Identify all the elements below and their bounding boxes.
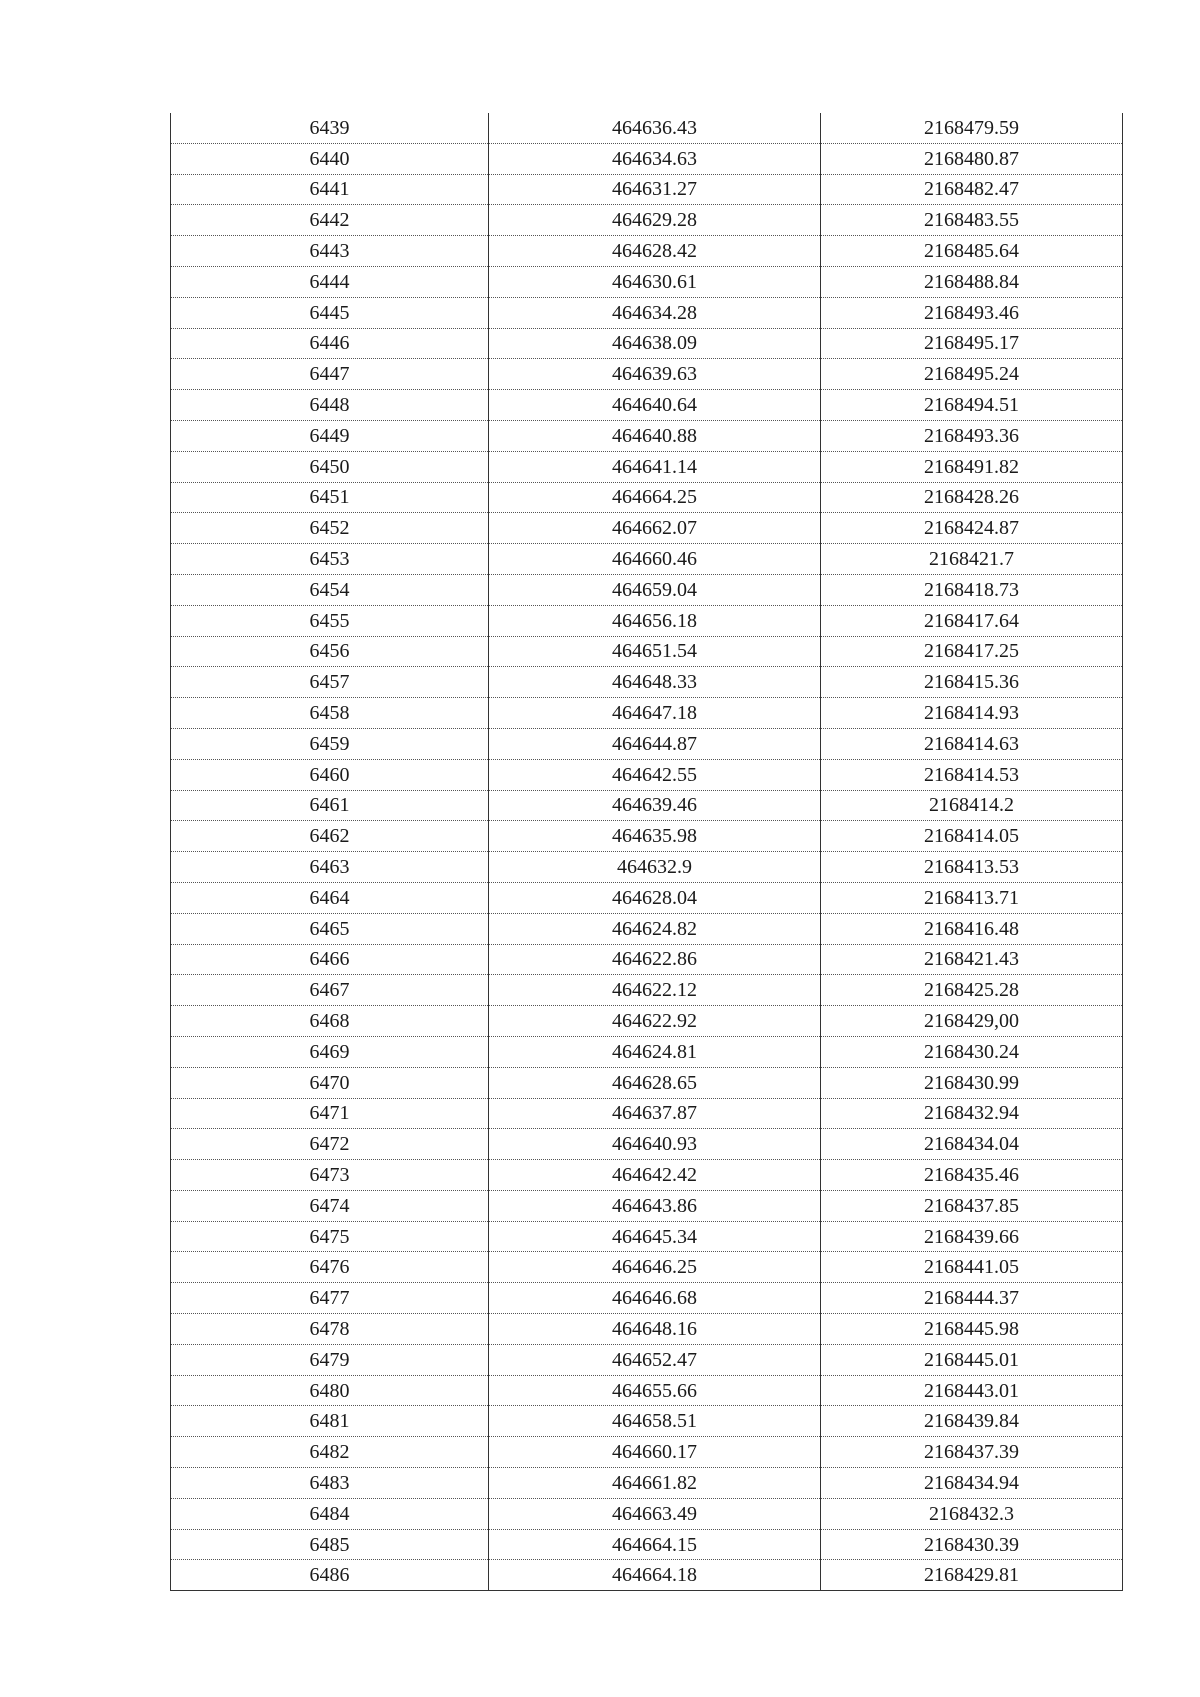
point-id-cell: 6476 [171, 1252, 489, 1283]
y-coordinate-cell: 2168413.71 [821, 882, 1123, 913]
point-id-cell: 6440 [171, 143, 489, 174]
y-coordinate-cell: 2168482.47 [821, 174, 1123, 205]
y-coordinate-cell: 2168417.64 [821, 605, 1123, 636]
point-id-cell: 6478 [171, 1314, 489, 1345]
table-row [171, 1560, 1123, 1591]
x-coordinate-cell: 464628.04 [489, 882, 821, 913]
x-coordinate-cell: 464662.07 [489, 513, 821, 544]
table-row [171, 913, 1123, 944]
y-coordinate-cell: 2168414.63 [821, 728, 1123, 759]
x-coordinate-cell: 464663.49 [489, 1498, 821, 1529]
table-row [171, 1129, 1123, 1160]
point-id-cell: 6445 [171, 297, 489, 328]
y-coordinate-cell: 2168443.01 [821, 1375, 1123, 1406]
x-coordinate-cell: 464628.65 [489, 1067, 821, 1098]
point-id-cell: 6474 [171, 1190, 489, 1221]
table-row [171, 113, 1123, 143]
table-row [171, 1067, 1123, 1098]
x-coordinate-cell: 464632.9 [489, 852, 821, 883]
point-id-cell: 6452 [171, 513, 489, 544]
y-coordinate-cell: 2168491.82 [821, 451, 1123, 482]
point-id-cell: 6460 [171, 759, 489, 790]
x-coordinate-cell: 464643.86 [489, 1190, 821, 1221]
table-row [171, 1283, 1123, 1314]
y-coordinate-cell: 2168430.24 [821, 1036, 1123, 1067]
table-row [171, 1344, 1123, 1375]
table-row [171, 728, 1123, 759]
x-coordinate-cell: 464651.54 [489, 636, 821, 667]
table-row [171, 1036, 1123, 1067]
table-row [171, 1468, 1123, 1499]
y-coordinate-cell: 2168485.64 [821, 236, 1123, 267]
table-row [171, 1529, 1123, 1560]
y-coordinate-cell: 2168414.05 [821, 821, 1123, 852]
y-coordinate-cell: 2168434.04 [821, 1129, 1123, 1160]
y-coordinate-cell: 2168429,00 [821, 1006, 1123, 1037]
point-id-cell: 6477 [171, 1283, 489, 1314]
table-row [171, 759, 1123, 790]
x-coordinate-cell: 464640.88 [489, 420, 821, 451]
y-coordinate-cell: 2168437.85 [821, 1190, 1123, 1221]
y-coordinate-cell: 2168439.66 [821, 1221, 1123, 1252]
x-coordinate-cell: 464640.93 [489, 1129, 821, 1160]
point-id-cell: 6446 [171, 328, 489, 359]
table-row [171, 1006, 1123, 1037]
point-id-cell: 6439 [171, 113, 489, 143]
y-coordinate-cell: 2168429.81 [821, 1560, 1123, 1591]
point-id-cell: 6441 [171, 174, 489, 205]
x-coordinate-cell: 464624.82 [489, 913, 821, 944]
x-coordinate-cell: 464637.87 [489, 1098, 821, 1129]
y-coordinate-cell: 2168434.94 [821, 1468, 1123, 1499]
x-coordinate-cell: 464661.82 [489, 1468, 821, 1499]
x-coordinate-cell: 464642.55 [489, 759, 821, 790]
point-id-cell: 6450 [171, 451, 489, 482]
x-coordinate-cell: 464664.25 [489, 482, 821, 513]
x-coordinate-cell: 464628.42 [489, 236, 821, 267]
point-id-cell: 6451 [171, 482, 489, 513]
point-id-cell: 6481 [171, 1406, 489, 1437]
table-row [171, 944, 1123, 975]
table-row [171, 636, 1123, 667]
y-coordinate-cell: 2168445.98 [821, 1314, 1123, 1345]
point-id-cell: 6448 [171, 390, 489, 421]
table-row [171, 1252, 1123, 1283]
table-row [171, 1098, 1123, 1129]
x-coordinate-cell: 464641.14 [489, 451, 821, 482]
table-row [171, 544, 1123, 575]
x-coordinate-cell: 464659.04 [489, 574, 821, 605]
y-coordinate-cell: 2168495.17 [821, 328, 1123, 359]
y-coordinate-cell: 2168494.51 [821, 390, 1123, 421]
coordinates-table-body [171, 113, 1123, 1591]
y-coordinate-cell: 2168493.36 [821, 420, 1123, 451]
x-coordinate-cell: 464655.66 [489, 1375, 821, 1406]
point-id-cell: 6463 [171, 852, 489, 883]
point-id-cell: 6465 [171, 913, 489, 944]
x-coordinate-cell: 464645.34 [489, 1221, 821, 1252]
point-id-cell: 6483 [171, 1468, 489, 1499]
x-coordinate-cell: 464646.25 [489, 1252, 821, 1283]
table-row [171, 1221, 1123, 1252]
y-coordinate-cell: 2168483.55 [821, 205, 1123, 236]
x-coordinate-cell: 464639.63 [489, 359, 821, 390]
point-id-cell: 6470 [171, 1067, 489, 1098]
x-coordinate-cell: 464647.18 [489, 698, 821, 729]
point-id-cell: 6475 [171, 1221, 489, 1252]
x-coordinate-cell: 464646.68 [489, 1283, 821, 1314]
x-coordinate-cell: 464634.28 [489, 297, 821, 328]
y-coordinate-cell: 2168480.87 [821, 143, 1123, 174]
point-id-cell: 6482 [171, 1437, 489, 1468]
table-row [171, 297, 1123, 328]
y-coordinate-cell: 2168444.37 [821, 1283, 1123, 1314]
x-coordinate-cell: 464635.98 [489, 821, 821, 852]
x-coordinate-cell: 464644.87 [489, 728, 821, 759]
x-coordinate-cell: 464660.17 [489, 1437, 821, 1468]
y-coordinate-cell: 2168479.59 [821, 113, 1123, 143]
point-id-cell: 6459 [171, 728, 489, 759]
x-coordinate-cell: 464639.46 [489, 790, 821, 821]
coordinates-table [170, 113, 1123, 1591]
x-coordinate-cell: 464652.47 [489, 1344, 821, 1375]
y-coordinate-cell: 2168435.46 [821, 1160, 1123, 1191]
table-row [171, 975, 1123, 1006]
table-row [171, 513, 1123, 544]
point-id-cell: 6455 [171, 605, 489, 636]
x-coordinate-cell: 464664.15 [489, 1529, 821, 1560]
x-coordinate-cell: 464634.63 [489, 143, 821, 174]
table-row [171, 1375, 1123, 1406]
point-id-cell: 6443 [171, 236, 489, 267]
table-row [171, 482, 1123, 513]
point-id-cell: 6464 [171, 882, 489, 913]
y-coordinate-cell: 2168437.39 [821, 1437, 1123, 1468]
point-id-cell: 6485 [171, 1529, 489, 1560]
y-coordinate-cell: 2168415.36 [821, 667, 1123, 698]
x-coordinate-cell: 464622.92 [489, 1006, 821, 1037]
point-id-cell: 6456 [171, 636, 489, 667]
table-row [171, 1498, 1123, 1529]
x-coordinate-cell: 464636.43 [489, 113, 821, 143]
y-coordinate-cell: 2168439.84 [821, 1406, 1123, 1437]
y-coordinate-cell: 2168414.93 [821, 698, 1123, 729]
table-row [171, 1437, 1123, 1468]
table-row [171, 1406, 1123, 1437]
point-id-cell: 6466 [171, 944, 489, 975]
y-coordinate-cell: 2168424.87 [821, 513, 1123, 544]
x-coordinate-cell: 464648.33 [489, 667, 821, 698]
y-coordinate-cell: 2168421.43 [821, 944, 1123, 975]
table-row [171, 390, 1123, 421]
point-id-cell: 6471 [171, 1098, 489, 1129]
point-id-cell: 6473 [171, 1160, 489, 1191]
x-coordinate-cell: 464664.18 [489, 1560, 821, 1591]
table-row [171, 359, 1123, 390]
x-coordinate-cell: 464648.16 [489, 1314, 821, 1345]
point-id-cell: 6479 [171, 1344, 489, 1375]
table-row [171, 266, 1123, 297]
y-coordinate-cell: 2168495.24 [821, 359, 1123, 390]
table-row [171, 174, 1123, 205]
table-row [171, 882, 1123, 913]
y-coordinate-cell: 2168417.25 [821, 636, 1123, 667]
table-row [171, 667, 1123, 698]
table-row [171, 790, 1123, 821]
point-id-cell: 6472 [171, 1129, 489, 1160]
x-coordinate-cell: 464629.28 [489, 205, 821, 236]
point-id-cell: 6447 [171, 359, 489, 390]
table-row [171, 574, 1123, 605]
x-coordinate-cell: 464660.46 [489, 544, 821, 575]
table-row [171, 1314, 1123, 1345]
x-coordinate-cell: 464658.51 [489, 1406, 821, 1437]
y-coordinate-cell: 2168430.99 [821, 1067, 1123, 1098]
table-row [171, 605, 1123, 636]
point-id-cell: 6458 [171, 698, 489, 729]
y-coordinate-cell: 2168413.53 [821, 852, 1123, 883]
y-coordinate-cell: 2168428.26 [821, 482, 1123, 513]
y-coordinate-cell: 2168432.94 [821, 1098, 1123, 1129]
table-row [171, 143, 1123, 174]
point-id-cell: 6484 [171, 1498, 489, 1529]
point-id-cell: 6480 [171, 1375, 489, 1406]
y-coordinate-cell: 2168418.73 [821, 574, 1123, 605]
y-coordinate-cell: 2168441.05 [821, 1252, 1123, 1283]
x-coordinate-cell: 464638.09 [489, 328, 821, 359]
table-row [171, 821, 1123, 852]
x-coordinate-cell: 464624.81 [489, 1036, 821, 1067]
x-coordinate-cell: 464642.42 [489, 1160, 821, 1191]
point-id-cell: 6449 [171, 420, 489, 451]
x-coordinate-cell: 464631.27 [489, 174, 821, 205]
y-coordinate-cell: 2168488.84 [821, 266, 1123, 297]
point-id-cell: 6468 [171, 1006, 489, 1037]
y-coordinate-cell: 2168432.3 [821, 1498, 1123, 1529]
y-coordinate-cell: 2168414.53 [821, 759, 1123, 790]
table-row [171, 451, 1123, 482]
y-coordinate-cell: 2168414.2 [821, 790, 1123, 821]
point-id-cell: 6444 [171, 266, 489, 297]
y-coordinate-cell: 2168445.01 [821, 1344, 1123, 1375]
point-id-cell: 6462 [171, 821, 489, 852]
table-row [171, 328, 1123, 359]
table-row [171, 420, 1123, 451]
table-row [171, 236, 1123, 267]
x-coordinate-cell: 464630.61 [489, 266, 821, 297]
point-id-cell: 6453 [171, 544, 489, 575]
x-coordinate-cell: 464640.64 [489, 390, 821, 421]
point-id-cell: 6461 [171, 790, 489, 821]
point-id-cell: 6454 [171, 574, 489, 605]
y-coordinate-cell: 2168421.7 [821, 544, 1123, 575]
point-id-cell: 6442 [171, 205, 489, 236]
y-coordinate-cell: 2168493.46 [821, 297, 1123, 328]
table-row [171, 698, 1123, 729]
y-coordinate-cell: 2168425.28 [821, 975, 1123, 1006]
table-row [171, 1160, 1123, 1191]
x-coordinate-cell: 464656.18 [489, 605, 821, 636]
table-row [171, 1190, 1123, 1221]
y-coordinate-cell: 2168430.39 [821, 1529, 1123, 1560]
table-row [171, 205, 1123, 236]
point-id-cell: 6457 [171, 667, 489, 698]
x-coordinate-cell: 464622.86 [489, 944, 821, 975]
point-id-cell: 6469 [171, 1036, 489, 1067]
point-id-cell: 6467 [171, 975, 489, 1006]
point-id-cell: 6486 [171, 1560, 489, 1591]
y-coordinate-cell: 2168416.48 [821, 913, 1123, 944]
x-coordinate-cell: 464622.12 [489, 975, 821, 1006]
table-row [171, 852, 1123, 883]
